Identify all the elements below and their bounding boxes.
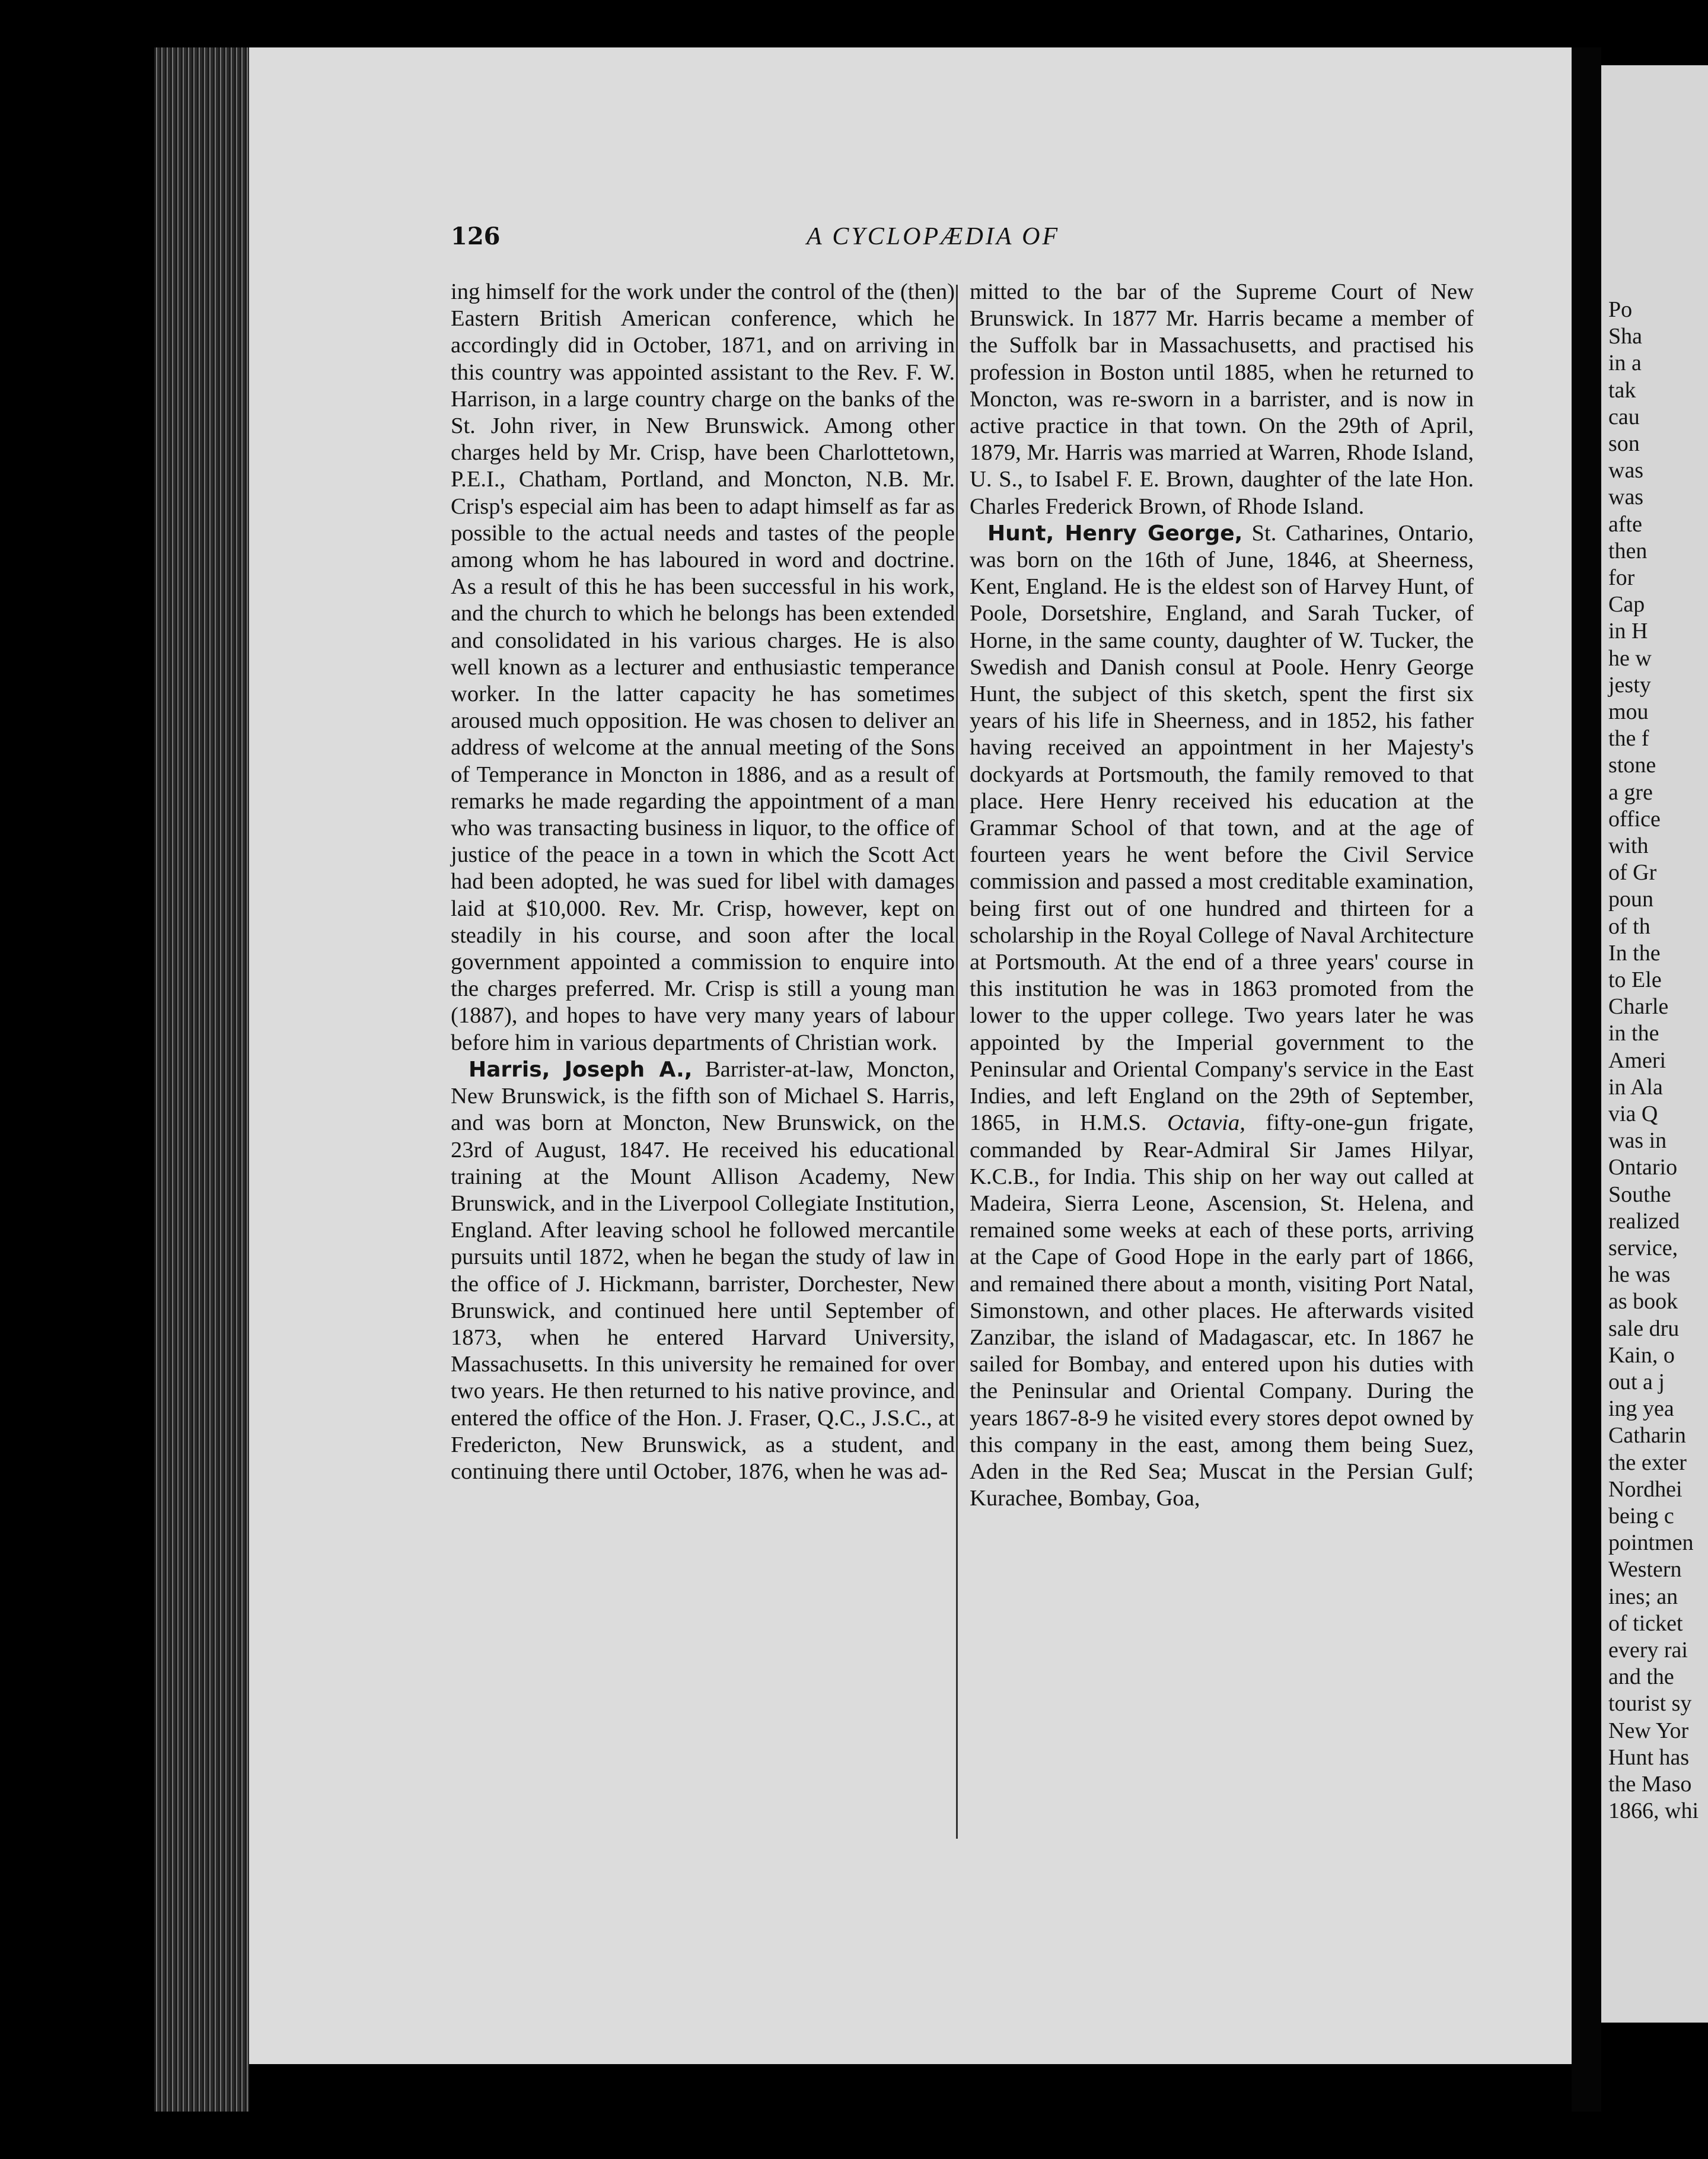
next-page-line: being c: [1608, 1504, 1674, 1529]
crisp-continuation-paragraph: ing himself for the work under the control of the (then) Eastern British American conference, which he accordingly did in October, 1871, and on arriving in this country was appointed assistant to the Rev. F. W. Harrison, in a large country charge on the banks of the St. John river, in New Brunswick. Among other charges held by Mr. Crisp, have been Charlottetown, P.E.I., Chatham, Portland, and Moncton, N.B. Mr. Crisp's especial aim has been to adapt himself as far as possible to the actual needs and tastes of the people among whom he has laboured in word and doctrine. As a result of this he has been successful in his work, and the church to which he belongs has been extended and consolidated in his various charges. He is also well known as a lecturer and enthusiastic temperance worker. In the latter capacity he has sometimes aroused much opposition. He was chosen to deliver an address of welcome at the annual meeting of the Sons of Temperance in Moncton in 1886, and as a result of remarks he made regarding the appointment of a man who was transacting business in liquor, to the office of justice of the peace in a town in which the Scott Act had been adopted, he was sued for libel with damages laid at $10,000. Rev. Mr. Crisp, however, kept on steadily in his course, and soon after the local government appointed a commission to enquire into the charges preferred. Mr. Crisp is still a young man (1887), and hopes to have very many years of labour before him in various departments of Christian work.: [451, 279, 955, 1055]
next-page-line: of ticket: [1608, 1610, 1683, 1636]
next-page-line: a gre: [1608, 779, 1653, 805]
harris-entry-text: Barrister-at-law, Moncton, New Brunswick, is the fifth son of Michael S. Harris, and was born at Moncton, New Brunswick, on the 23rd of August, 1847. He received his educational training at the Mount Allison Academy, New Brunswick, and in the Liverpool Collegiate Institution, England. After leaving school he followed mercantile pursuits until 1872, when he began the study of law in the office of J. Hickmann, barrister, Dorchester, New Brunswick, and continued here until September of 1873, when he entered Harvard University, Massachusetts. In this university he remained for over two years. He then returned to his native province, and entered the office of the Hon. J. Fraser, Q.C., J.S.C., at Fredericton, New Brunswick, as a student, and continuing there until October, 1876, when he was ad-: [451, 1056, 955, 1484]
next-page-line: stone: [1608, 753, 1656, 778]
next-page-line: he was: [1608, 1262, 1671, 1288]
next-page-line: in the: [1608, 1021, 1659, 1046]
next-page-line: realized: [1608, 1208, 1680, 1234]
next-page-line: out a j: [1608, 1370, 1665, 1394]
next-page-line: as book: [1608, 1289, 1678, 1314]
next-page-line: Po: [1608, 297, 1633, 322]
entry-name-hunt: Hunt, Henry George,: [987, 521, 1243, 546]
next-page-line: Ontario: [1608, 1155, 1678, 1180]
next-page-line: in H: [1608, 619, 1648, 644]
next-page-line: Kain, o: [1608, 1342, 1675, 1368]
next-page-line: pointmen: [1608, 1530, 1694, 1556]
next-page-line: tourist sy: [1608, 1691, 1692, 1717]
next-page-line: tak: [1608, 377, 1636, 403]
next-page-line: Ameri: [1608, 1047, 1666, 1073]
harris-continuation-paragraph: mitted to the bar of the Supreme Court of New Brunswick. In 1877 Mr. Harris became a member of the Suffolk bar in Massachusetts, and practised his profession in Boston until 1885, when he returned to Moncton, was re-sworn in a barrister, and is now in active practice in that town. On the 29th of April, 1879, Mr. Harris was married at Warren, Rhode Island, U. S., to Isabel F. E. Brown, daughter of the late Hon. Charles Frederick Brown, of Rhode Island.: [970, 279, 1474, 519]
running-head: A CYCLOPÆDIA OF: [807, 223, 1060, 250]
next-page-line: Sha: [1608, 324, 1642, 349]
next-page-line: Charle: [1608, 994, 1669, 1020]
hunt-entry-text-b: fifty-one-gun frigate, commanded by Rear-Admiral Sir James Hilyar, K.C.B., for India. This ship on her way out called at Madeira, Sierra Leone, Ascension, St. Helena, and remained some weeks at each of these ports, arriving at the Cape of Good Hope in the early part of 1866, and remained there about a month, visiting Port Natal, Simonstown, and other places. He afterwards visited Zanzibar, the island of Madagascar, etc. In 1867 he sailed for Bombay, and entered upon his duties with the Peninsular and Oriental Company. During the years 1867-8-9 he visited every stores depot owned by this company in the east, among them being Suez, Aden in the Red Sea; Muscat in the Persian Gulf; Kurachee, Bombay, Goa,: [970, 1110, 1474, 1511]
next-page-line: mou: [1608, 699, 1649, 724]
next-page-line: in Ala: [1608, 1074, 1663, 1100]
next-page-line: and the: [1608, 1664, 1674, 1690]
page-number: 126: [451, 222, 501, 250]
next-page-line: cau: [1608, 404, 1640, 429]
next-page-line: service,: [1608, 1235, 1678, 1260]
entry-name-harris: Harris, Joseph A.,: [469, 1057, 693, 1082]
next-page-line: ing yea: [1608, 1396, 1674, 1422]
next-page-line: of th: [1608, 913, 1650, 939]
next-page-fragment: [1601, 65, 1708, 2023]
page-header: [451, 222, 1382, 270]
next-page-line: the exter: [1608, 1450, 1687, 1475]
column-divider: [956, 285, 958, 1839]
right-column: [970, 279, 1474, 1512]
next-page-line: sale dru: [1608, 1316, 1680, 1341]
next-page-line: ines; an: [1608, 1584, 1678, 1609]
hunt-entry-text-a: St. Catharines, Ontario, was born on the 16th of June, 1846, at Sheerness, Kent, England. He is the eldest son of Harvey Hunt, of Poole, Dorsetshire, England, and Sarah Tucker, of Horne, in the same county, daughter of W. Tucker, the Swedish and Danish consul at Poole. Henry George Hunt, the subject of this sketch, spent the first six years of his life in Sheerness, and in 1852, his father having received an appointment in her Majesty's dockyards at Portsmouth, the family removed to that place. Here Henry received his education at the Grammar School of that town, and at the age of fourteen years he went before the Civil Service commission and passed a most creditable examination, being first out of one hundred and thirteen for a scholarship in the Royal College of Naval Architecture at Portsmouth. At the end of a three years' course in this institution he was in 1863 promoted from the lower to the upper college. Two years later he was appointed by the Imperial government to the Peninsular and Oriental Company's service in the East Indies, and left England on the 29th of September, 1865, in H.M.S.: [970, 520, 1474, 1136]
next-page-line: Hunt has: [1608, 1744, 1690, 1770]
next-page-line: the Maso: [1608, 1772, 1692, 1797]
next-page-line: was: [1608, 458, 1644, 483]
next-page-line: Nordhei: [1608, 1476, 1682, 1502]
next-page-line: he w: [1608, 645, 1652, 671]
harris-entry: [451, 1056, 955, 1485]
next-page-line: to Ele: [1608, 967, 1662, 992]
book-page-edge: [154, 47, 261, 2112]
book-gutter: [1572, 47, 1601, 2112]
next-page-line: via Q: [1608, 1101, 1658, 1126]
scan-bottom-border: [249, 2064, 1572, 2159]
next-page-line: was: [1608, 485, 1644, 510]
next-page-line: afte: [1608, 511, 1642, 537]
next-page-line: of Gr: [1608, 860, 1657, 886]
next-page-line: the f: [1608, 726, 1649, 751]
next-page-line: with: [1608, 833, 1649, 858]
next-page-line: jesty: [1608, 672, 1651, 698]
next-page-line: then: [1608, 538, 1648, 563]
next-page-line: was in: [1608, 1128, 1667, 1154]
next-page-line: New Yor: [1608, 1718, 1689, 1743]
ship-name: Octavia,: [1167, 1110, 1245, 1136]
left-column: [451, 279, 955, 1485]
next-page-line: Western: [1608, 1557, 1682, 1582]
next-page-line: for: [1608, 565, 1635, 590]
next-page-line: poun: [1608, 887, 1653, 912]
next-page-line: In the: [1608, 940, 1661, 966]
next-page-line: Cap: [1608, 592, 1645, 617]
next-page-line: son: [1608, 431, 1640, 456]
next-page-line: Southe: [1608, 1182, 1671, 1207]
hunt-entry: [970, 520, 1474, 1512]
next-page-line: every rai: [1608, 1638, 1688, 1663]
next-page-line: in a: [1608, 351, 1642, 376]
next-page-line: office: [1608, 806, 1661, 832]
next-page-line: 1866, whi: [1608, 1798, 1699, 1824]
next-page-line: Catharin: [1608, 1423, 1686, 1448]
